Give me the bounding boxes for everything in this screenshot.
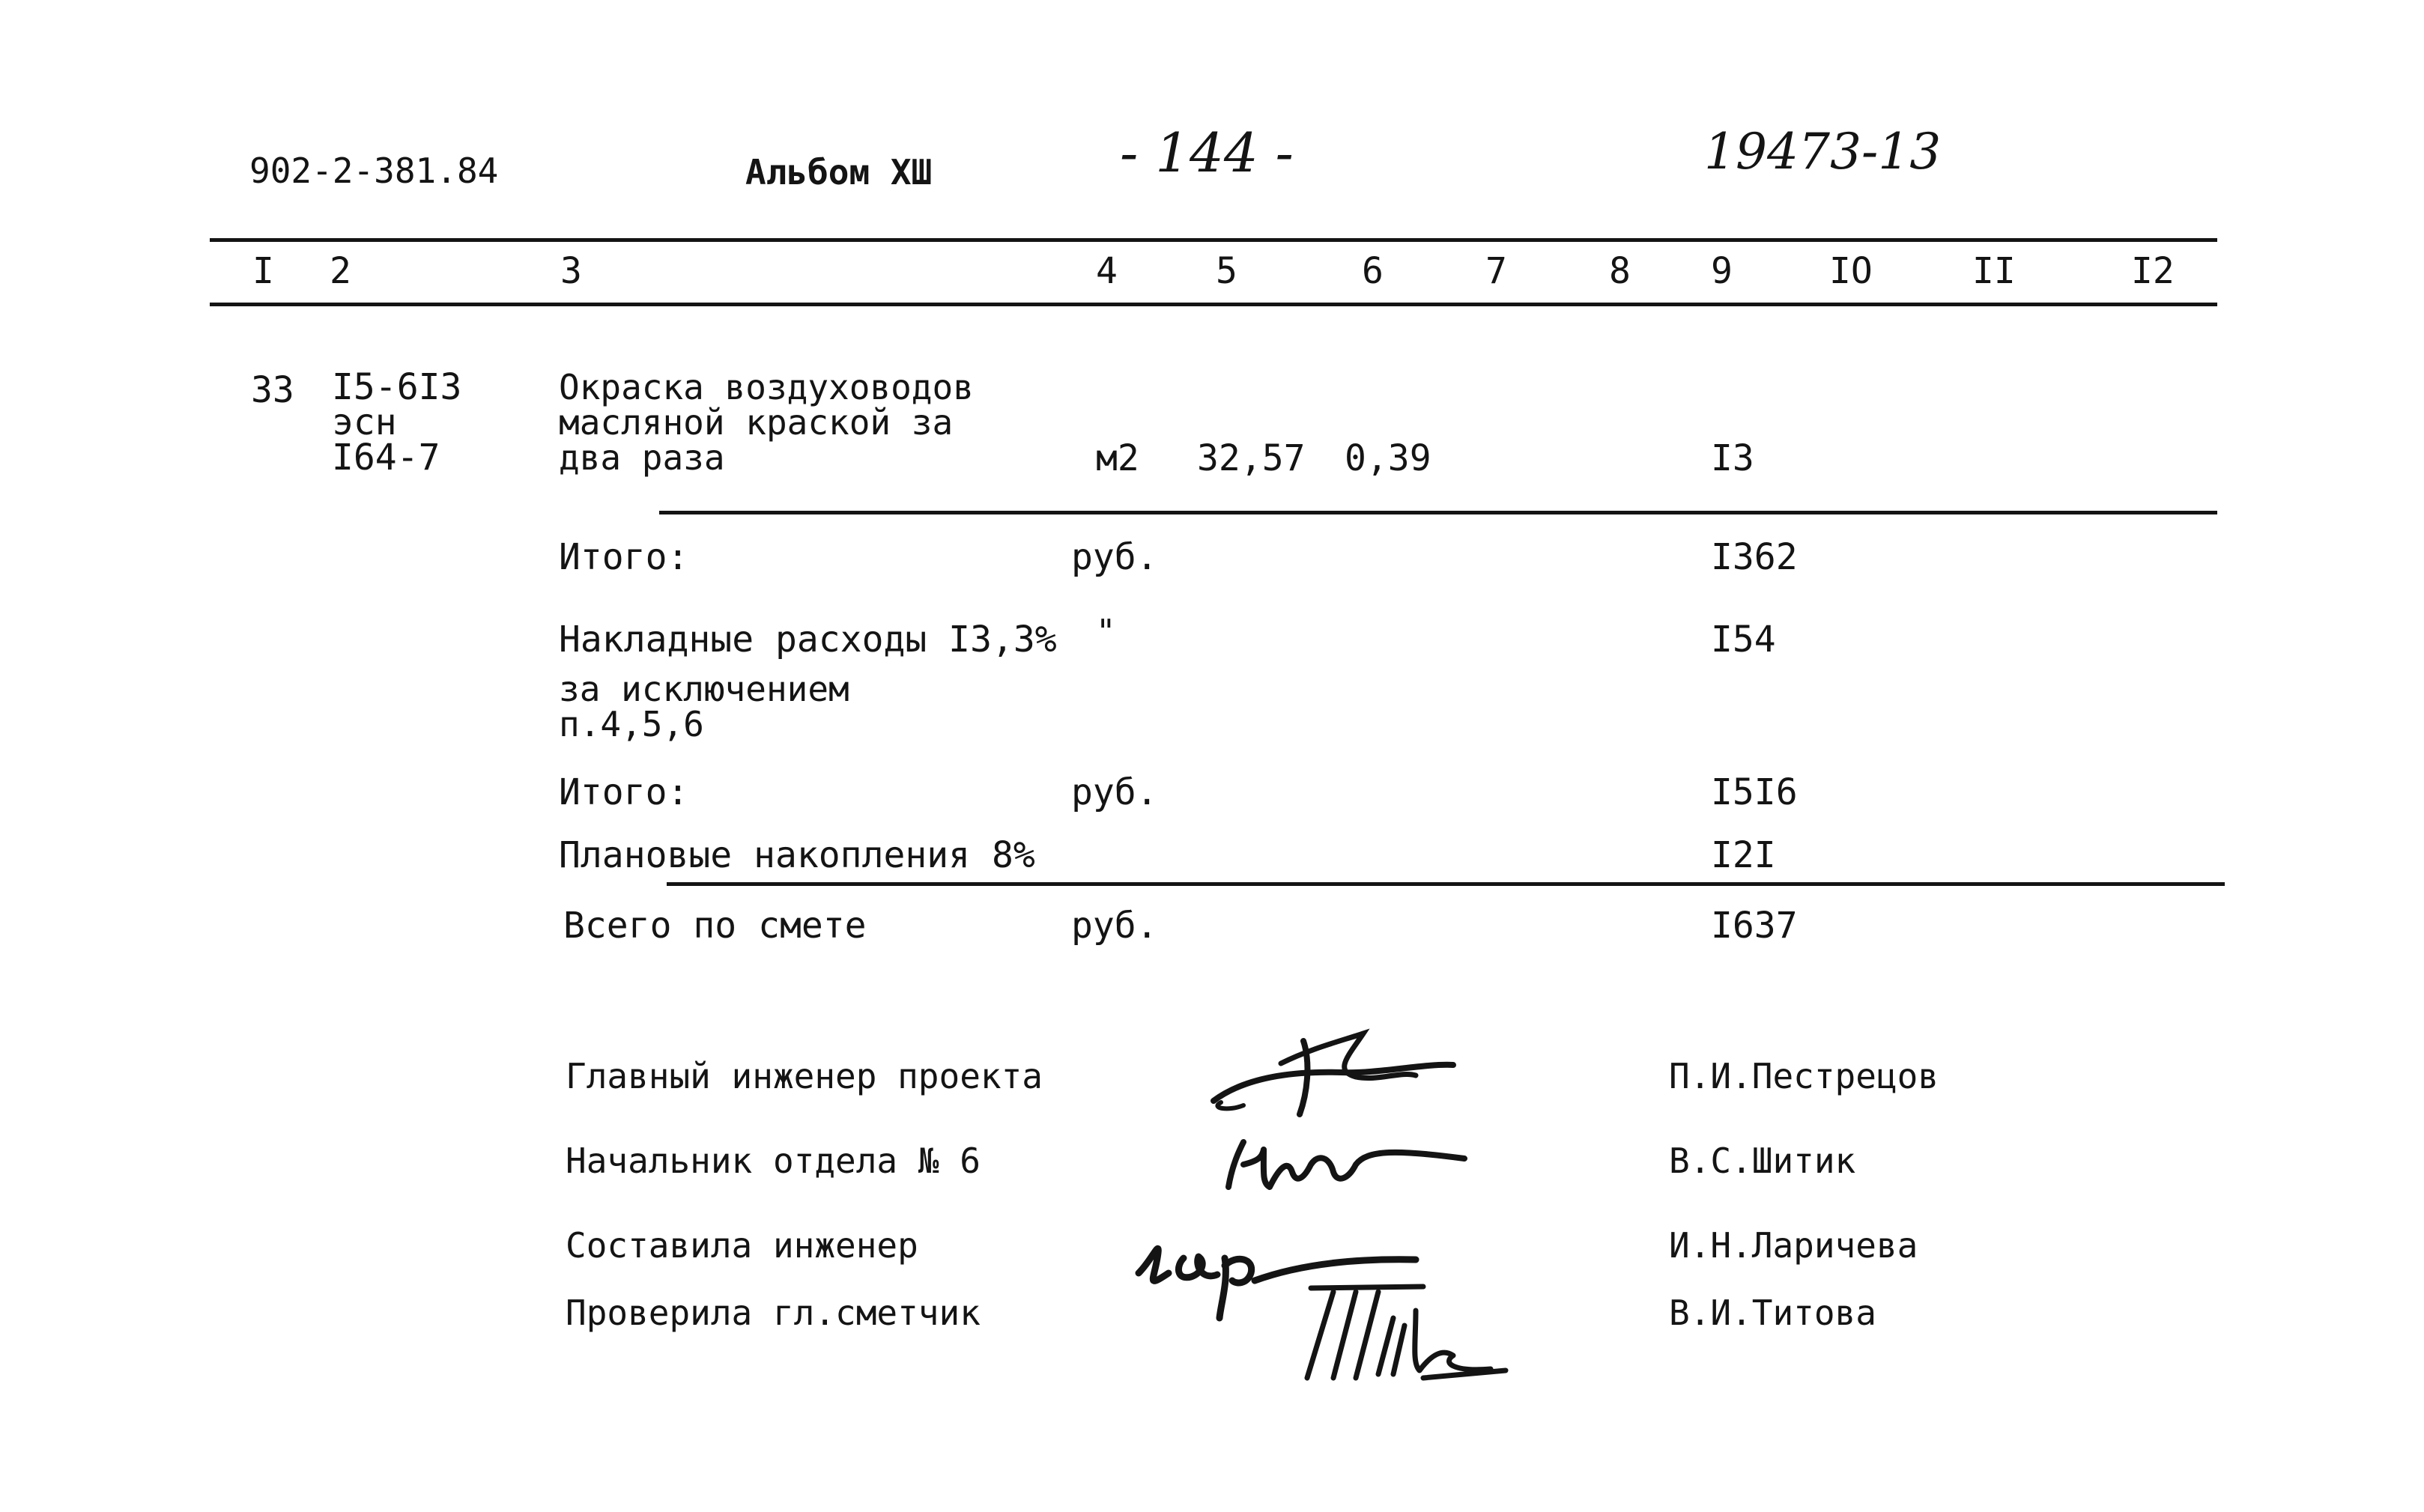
item-unit: м2 — [1096, 437, 1139, 479]
col-num-9: 9 — [1711, 250, 1733, 292]
item-description-line-3: два раза — [559, 437, 725, 478]
signature-role-chief-engineer: Главный инженер проекта — [566, 1056, 1043, 1096]
overhead-note-line-1: за исключением — [559, 669, 849, 709]
col-num-3: 3 — [560, 250, 582, 292]
item-code-2: эсн — [332, 401, 397, 443]
item-quantity: 32,57 — [1197, 437, 1306, 479]
subtotal-2-unit: руб. — [1071, 771, 1158, 813]
page-number: - 144 - — [1120, 121, 1294, 184]
col-num-7: 7 — [1485, 250, 1507, 292]
col-num-5: 5 — [1216, 250, 1237, 292]
item-col6: 0,39 — [1345, 437, 1431, 479]
overhead-unit: " — [1096, 613, 1116, 651]
item-separator-rule — [659, 511, 2217, 514]
item-number: 33 — [251, 369, 294, 411]
item-col9: I3 — [1711, 437, 1754, 479]
signature-name-chief-engineer: П.И.Пестрецов — [1669, 1056, 1939, 1096]
col-num-1: I — [252, 250, 274, 292]
header-bottom-rule — [210, 303, 2217, 306]
col-num-12: I2 — [2131, 250, 2175, 292]
handwritten-signature-department-head — [1217, 1120, 1487, 1202]
col-num-4: 4 — [1096, 250, 1118, 292]
handwritten-signature-checker — [1281, 1273, 1521, 1393]
grand-total-value: I637 — [1711, 905, 1798, 947]
signature-role-checker: Проверила гл.сметчик — [566, 1293, 981, 1333]
item-description-line-2: масляной краской за — [559, 402, 954, 443]
doc-code: 902-2-381.84 — [249, 151, 499, 191]
signature-name-compiler: И.Н.Ларичева — [1669, 1225, 1918, 1266]
grand-total-unit: руб. — [1071, 905, 1158, 947]
overhead-note-line-2: п.4,5,6 — [559, 704, 704, 744]
subtotal-2-value: I5I6 — [1711, 771, 1798, 813]
item-code-3: I64-7 — [332, 437, 440, 479]
overhead-value: I54 — [1711, 619, 1776, 661]
planned-savings-label: Плановые накопления 8% — [559, 834, 1035, 876]
subtotal-label: Итого: — [559, 536, 689, 578]
total-separator-rule — [667, 882, 2225, 886]
signature-name-department-head: В.С.Шитик — [1669, 1141, 1856, 1181]
col-num-6: 6 — [1362, 250, 1384, 292]
signature-role-compiler: Составила инженер — [566, 1225, 918, 1266]
col-num-2: 2 — [330, 250, 351, 292]
overhead-label: Накладные расходы I3,3% — [559, 619, 1057, 661]
signature-name-checker: В.И.Титова — [1669, 1293, 1876, 1333]
signature-role-department-head: Начальник отдела № 6 — [566, 1141, 981, 1181]
col-num-11: II — [1972, 250, 2016, 292]
header-top-rule — [210, 238, 2217, 242]
col-num-10: IO — [1829, 250, 1873, 292]
subtotal-2-label: Итого: — [559, 771, 689, 813]
item-description-line-1: Окраска воздуховодов — [559, 367, 974, 407]
subtotal-unit: руб. — [1071, 536, 1158, 578]
grand-total-label: Всего по смете — [563, 905, 867, 947]
handwritten-signature-chief-engineer — [1199, 1018, 1468, 1123]
planned-savings-value: I2I — [1711, 834, 1776, 876]
col-num-8: 8 — [1609, 250, 1631, 292]
item-code-1: I5-6I3 — [332, 366, 462, 408]
inventory-number: 19473-13 — [1704, 123, 1942, 180]
subtotal-value: I362 — [1711, 536, 1798, 578]
album-title: Альбом XШ — [745, 152, 933, 192]
